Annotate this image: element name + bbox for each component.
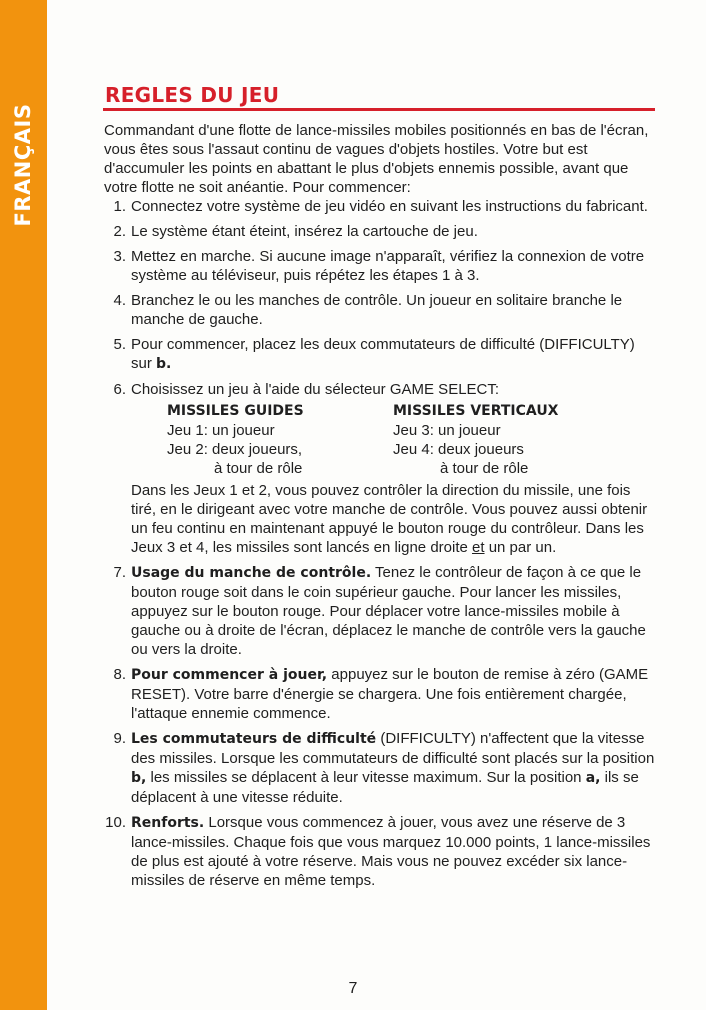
- games-note: [131, 481, 656, 557]
- step-text: appuyez sur le bouton de remise à zéro (GAME RESET). Votre barre d'énergie se chargera. Une fois entièrement chargée, l'attaque ennemie commence.: [131, 666, 649, 722]
- step-text: Lorsque vous commencez à jouer, vous avez une réserve de 3 lance-missiles. Chaque fois que vous marquez 10.000 points, 1 lance-missiles de plus est ajouté à votre réserve. Mais vous ne pouvez excéder six lance-missiles de réserve en même temps.: [131, 814, 651, 889]
- game-column-guided: [167, 402, 393, 478]
- games-note-text-end: un par un.: [484, 539, 557, 556]
- game-modes-table: [167, 402, 656, 478]
- step-bold-text: Les commutateurs de difficulté: [131, 731, 377, 747]
- step-text: Mettez en marche. Si aucune image n'apparaît, vérifiez la connexion de votre système au téléviseur, puis répétez les étapes 1 à 3.: [131, 248, 645, 284]
- step-10: [104, 813, 656, 890]
- step-number: 5.: [113, 336, 126, 353]
- step-number: 8.: [113, 666, 126, 683]
- game-line: Jeu 3: un joueur: [393, 422, 501, 439]
- step-text: Le système étant éteint, insérez la cartouche de jeu.: [131, 223, 478, 240]
- game-line: Jeu 4: deux joueurs: [393, 441, 524, 458]
- games-note-underlined: et: [472, 539, 485, 556]
- game-line: à tour de rôle: [440, 460, 529, 477]
- intro-paragraph: Commandant d'une flotte de lance-missiles mobiles positionnés en bas de l'écran, vous êtes sous l'assaut continu de vagues d'objets hostiles. Votre but est d'accumuler les points en abattant le plus d'objets ennemis possible, avant que votre flotte ne soit anéantie. Pour commencer:: [104, 122, 649, 196]
- step-bold-text: Renforts.: [131, 815, 205, 831]
- step-bold-text: b.: [156, 356, 172, 372]
- step-bold-text: b,: [131, 770, 147, 786]
- step-9: [104, 729, 656, 807]
- step-text: les missiles se déplacent à leur vitesse maximum. Sur la position: [146, 769, 586, 786]
- step-text: Choisissez un jeu à l'aide du sélecteur GAME SELECT:: [131, 381, 500, 398]
- game-heading: MISSILES GUIDES: [167, 403, 304, 419]
- step-7: [104, 563, 656, 659]
- page-number: 7: [348, 980, 358, 997]
- title-underline: [103, 108, 655, 111]
- language-label: FRANÇAIS: [11, 103, 35, 227]
- step-number: 6.: [113, 381, 126, 398]
- game-heading: MISSILES VERTICAUX: [393, 403, 559, 419]
- game-line: Jeu 1: un joueur: [167, 422, 275, 439]
- game-line: Jeu 2: deux joueurs,: [167, 441, 303, 458]
- step-6: [104, 380, 656, 557]
- rules-body: [104, 121, 656, 890]
- step-number: 1.: [113, 198, 126, 215]
- step-number: 3.: [113, 248, 126, 265]
- game-line: à tour de rôle: [214, 460, 303, 477]
- games-note-text: Dans les Jeux 1 et 2, vous pouvez contrôler la direction du missile, une fois tiré, en le dirigeant avec votre manche de contrôle. Vous pouvez aussi obtenir un feu continu en maintenant appuyé le bouton rouge du contrôleur. Dans les Jeux 3 et 4, les missiles sont lancés en ligne droite: [131, 482, 648, 556]
- step-3: [104, 247, 656, 285]
- page-title: REGLES DU JEU: [105, 83, 280, 107]
- step-text: (DIFFICULTY) n'affectent que la vitesse des missiles. Lorsque les commutateurs de difficulté sont placés sur la position: [131, 730, 655, 767]
- game-column-vertical: [393, 402, 619, 478]
- step-text: ils se déplacent à une vitesse réduite.: [131, 769, 639, 806]
- step-bold-text: a,: [585, 770, 601, 786]
- steps-list: [104, 197, 656, 890]
- step-5: [104, 335, 656, 374]
- language-side-bar: [0, 0, 47, 1010]
- step-4: [104, 291, 656, 329]
- step-1: [104, 197, 656, 216]
- step-text: Pour commencer, placez les deux commutateurs de difficulté (DIFFICULTY) sur: [131, 336, 635, 372]
- step-2: [104, 222, 656, 241]
- step-text: Connectez votre système de jeu vidéo en suivant les instructions du fabricant.: [131, 198, 648, 215]
- step-bold-text: Usage du manche de contrôle.: [131, 565, 372, 581]
- step-bold-text: Pour commencer à jouer,: [131, 667, 328, 683]
- step-number: 4.: [113, 292, 126, 309]
- step-number: 9.: [113, 730, 126, 747]
- step-number: 7.: [113, 564, 126, 581]
- step-text: Tenez le contrôleur de façon à ce que le bouton rouge soit dans le coin supérieur gauche. Pour lancer les missiles, appuyez sur le bouton rouge. Pour déplacer votre lance-missiles mobile à gauche ou à droite de l'écran, déplacez le manche de contrôle vers la gauche ou vers la droite.: [131, 564, 646, 658]
- step-number: 10.: [105, 814, 126, 831]
- step-number: 2.: [113, 223, 126, 240]
- step-8: [104, 665, 656, 723]
- step-text: Branchez le ou les manches de contrôle. Un joueur en solitaire branche le manche de gauche.: [131, 292, 623, 328]
